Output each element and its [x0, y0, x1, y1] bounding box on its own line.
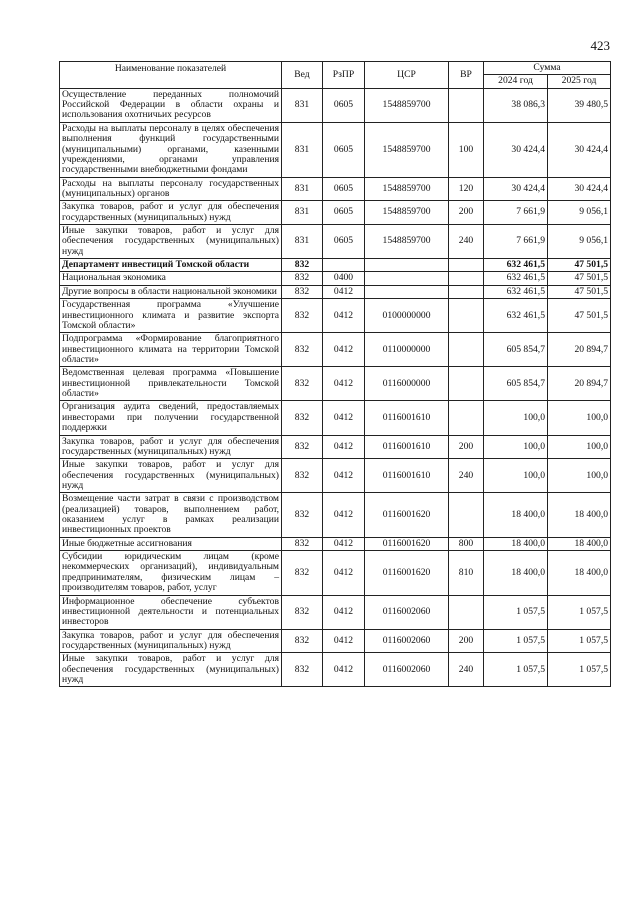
cell-rzpr: 0412	[323, 285, 365, 298]
cell-rzpr: 0412	[323, 459, 365, 493]
cell-name: Осуществление переданных полномочий Российской Федерации в области охраны и использования охотничьих ресурсов	[60, 88, 282, 122]
cell-rzpr: 0412	[323, 551, 365, 595]
cell-csr: 1548859700	[365, 88, 449, 122]
cell-csr: 0100000000	[365, 299, 449, 333]
cell-rzpr: 0605	[323, 201, 365, 225]
cell-csr: 1548859700	[365, 122, 449, 177]
cell-name: Иные закупки товаров, работ и услуг для обеспечения государственных (муниципальных) нужд	[60, 459, 282, 493]
table-row	[60, 653, 611, 687]
cell-sum-2024: 632 461,5	[484, 259, 548, 272]
cell-sum-2025: 47 501,5	[548, 285, 611, 298]
cell-csr: 0110000000	[365, 333, 449, 367]
cell-name: Иные закупки товаров, работ и услуг для обеспечения государственных (муниципальных) нужд	[60, 225, 282, 259]
cell-ved: 832	[282, 435, 323, 459]
table-header	[60, 62, 611, 89]
cell-vr: 800	[449, 537, 484, 550]
cell-ved: 832	[282, 653, 323, 687]
cell-vr	[449, 272, 484, 285]
table-row	[60, 459, 611, 493]
cell-sum-2025: 1 057,5	[548, 595, 611, 629]
cell-sum-2025: 100,0	[548, 459, 611, 493]
cell-sum-2024: 7 661,9	[484, 201, 548, 225]
table-row	[60, 401, 611, 435]
cell-sum-2024: 100,0	[484, 401, 548, 435]
cell-rzpr: 0400	[323, 272, 365, 285]
cell-sum-2025: 39 480,5	[548, 88, 611, 122]
cell-csr: 0116001610	[365, 435, 449, 459]
cell-sum-2025: 47 501,5	[548, 272, 611, 285]
cell-ved: 832	[282, 401, 323, 435]
table-row	[60, 595, 611, 629]
cell-name: Возмещение части затрат в связи с производством (реализацией) товаров, выполнением работ, оказанием услуг в рамках реализации инвестиционных проектов	[60, 493, 282, 537]
cell-rzpr: 0412	[323, 401, 365, 435]
cell-csr: 0116001610	[365, 459, 449, 493]
cell-name: Субсидии юридическим лицам (кроме некоммерческих организаций), индивидуальным предпринимателям, физическим лицам – производителям товаров, работ, услуг	[60, 551, 282, 595]
cell-csr	[365, 285, 449, 298]
header-rzpr: РзПР	[323, 62, 365, 89]
cell-vr: 120	[449, 177, 484, 201]
cell-ved: 832	[282, 367, 323, 401]
table-row	[60, 435, 611, 459]
cell-sum-2025: 30 424,4	[548, 177, 611, 201]
cell-sum-2025: 18 400,0	[548, 551, 611, 595]
cell-name: Другие вопросы в области национальной экономики	[60, 285, 282, 298]
table-row	[60, 177, 611, 201]
cell-ved: 832	[282, 551, 323, 595]
cell-vr	[449, 299, 484, 333]
table-row	[60, 259, 611, 272]
cell-ved: 832	[282, 333, 323, 367]
cell-sum-2024: 632 461,5	[484, 285, 548, 298]
cell-rzpr	[323, 259, 365, 272]
cell-csr: 0116002060	[365, 653, 449, 687]
cell-sum-2024: 7 661,9	[484, 225, 548, 259]
cell-csr: 1548859700	[365, 225, 449, 259]
cell-vr	[449, 401, 484, 435]
cell-csr: 1548859700	[365, 177, 449, 201]
cell-sum-2024: 30 424,4	[484, 177, 548, 201]
cell-ved: 832	[282, 272, 323, 285]
table-row	[60, 367, 611, 401]
cell-csr: 0116001610	[365, 401, 449, 435]
cell-sum-2025: 9 056,1	[548, 225, 611, 259]
cell-name: Ведомственная целевая программа «Повышение инвестиционной привлекательности Томской области»	[60, 367, 282, 401]
cell-rzpr: 0412	[323, 653, 365, 687]
cell-vr: 240	[449, 653, 484, 687]
cell-csr: 0116001620	[365, 493, 449, 537]
cell-sum-2025: 100,0	[548, 401, 611, 435]
cell-name: Подпрограмма «Формирование благоприятного инвестиционного климата на территории Томской области»	[60, 333, 282, 367]
header-ved: Вед	[282, 62, 323, 89]
cell-sum-2024: 100,0	[484, 435, 548, 459]
cell-csr: 0116001620	[365, 551, 449, 595]
table-row	[60, 551, 611, 595]
cell-name: Иные закупки товаров, работ и услуг для обеспечения государственных (муниципальных) нужд	[60, 653, 282, 687]
cell-csr: 1548859700	[365, 201, 449, 225]
cell-name: Расходы на выплаты персоналу государственных (муниципальных) органов	[60, 177, 282, 201]
cell-sum-2024: 605 854,7	[484, 333, 548, 367]
cell-csr	[365, 272, 449, 285]
header-sum: Сумма	[484, 62, 611, 75]
cell-ved: 832	[282, 459, 323, 493]
cell-csr: 0116000000	[365, 367, 449, 401]
cell-ved: 832	[282, 259, 323, 272]
cell-ved: 831	[282, 177, 323, 201]
cell-vr: 200	[449, 629, 484, 653]
cell-rzpr: 0605	[323, 88, 365, 122]
cell-rzpr: 0412	[323, 595, 365, 629]
cell-sum-2024: 632 461,5	[484, 299, 548, 333]
cell-ved: 832	[282, 595, 323, 629]
cell-rzpr: 0412	[323, 367, 365, 401]
table-row	[60, 272, 611, 285]
cell-sum-2024: 30 424,4	[484, 122, 548, 177]
header-name: Наименование показателей	[60, 62, 282, 89]
cell-sum-2025: 20 894,7	[548, 367, 611, 401]
cell-rzpr: 0605	[323, 122, 365, 177]
cell-vr: 100	[449, 122, 484, 177]
page-number: 423	[590, 38, 610, 53]
table-row	[60, 88, 611, 122]
cell-name: Закупка товаров, работ и услуг для обеспечения государственных (муниципальных) нужд	[60, 201, 282, 225]
cell-rzpr: 0412	[323, 299, 365, 333]
header-csr: ЦСР	[365, 62, 449, 89]
cell-ved: 831	[282, 88, 323, 122]
cell-vr	[449, 259, 484, 272]
cell-ved: 831	[282, 122, 323, 177]
cell-vr: 200	[449, 201, 484, 225]
cell-sum-2024: 100,0	[484, 459, 548, 493]
cell-sum-2025: 30 424,4	[548, 122, 611, 177]
cell-name: Национальная экономика	[60, 272, 282, 285]
table-row	[60, 333, 611, 367]
cell-rzpr: 0605	[323, 177, 365, 201]
cell-rzpr: 0412	[323, 333, 365, 367]
cell-rzpr: 0412	[323, 629, 365, 653]
cell-vr	[449, 595, 484, 629]
cell-sum-2024: 605 854,7	[484, 367, 548, 401]
cell-name: Департамент инвестиций Томской области	[60, 259, 282, 272]
cell-sum-2024: 1 057,5	[484, 595, 548, 629]
cell-ved: 832	[282, 629, 323, 653]
cell-name: Расходы на выплаты персоналу в целях обеспечения выполнения функций государственными (муниципальными) органами, казенными учреждениями, органами управления государственными внебюджетными фондами	[60, 122, 282, 177]
cell-vr	[449, 333, 484, 367]
table-body	[60, 88, 611, 687]
cell-sum-2024: 1 057,5	[484, 653, 548, 687]
cell-rzpr: 0412	[323, 493, 365, 537]
header-year-2024: 2024 год	[484, 75, 548, 88]
table-row	[60, 122, 611, 177]
cell-name: Иные бюджетные ассигнования	[60, 537, 282, 550]
cell-rzpr: 0605	[323, 225, 365, 259]
cell-sum-2025: 1 057,5	[548, 653, 611, 687]
cell-sum-2024: 18 400,0	[484, 493, 548, 537]
cell-csr: 0116002060	[365, 595, 449, 629]
cell-sum-2024: 18 400,0	[484, 537, 548, 550]
cell-csr: 0116001620	[365, 537, 449, 550]
cell-sum-2025: 1 057,5	[548, 629, 611, 653]
cell-ved: 832	[282, 537, 323, 550]
table-row	[60, 201, 611, 225]
cell-vr: 200	[449, 435, 484, 459]
cell-sum-2025: 18 400,0	[548, 493, 611, 537]
cell-vr	[449, 88, 484, 122]
table-row	[60, 225, 611, 259]
header-vr: ВР	[449, 62, 484, 89]
cell-sum-2025: 9 056,1	[548, 201, 611, 225]
cell-name: Организация аудита сведений, предоставляемых инвесторами при получении государственной поддержки	[60, 401, 282, 435]
cell-vr: 240	[449, 459, 484, 493]
table-row	[60, 629, 611, 653]
cell-sum-2025: 100,0	[548, 435, 611, 459]
budget-table	[59, 61, 611, 687]
cell-ved: 832	[282, 285, 323, 298]
cell-sum-2025: 20 894,7	[548, 333, 611, 367]
cell-sum-2025: 18 400,0	[548, 537, 611, 550]
header-year-2025: 2025 год	[548, 75, 611, 88]
cell-name: Государственная программа «Улучшение инвестиционного климата и развитие экспорта Томской области»	[60, 299, 282, 333]
cell-sum-2024: 18 400,0	[484, 551, 548, 595]
cell-vr	[449, 367, 484, 401]
cell-ved: 832	[282, 299, 323, 333]
cell-vr	[449, 493, 484, 537]
cell-sum-2025: 47 501,5	[548, 259, 611, 272]
cell-name: Закупка товаров, работ и услуг для обеспечения государственных (муниципальных) нужд	[60, 435, 282, 459]
cell-name: Информационное обеспечение субъектов инвестиционной деятельности и потенциальных инвесторов	[60, 595, 282, 629]
cell-vr	[449, 285, 484, 298]
cell-ved: 831	[282, 225, 323, 259]
cell-rzpr: 0412	[323, 435, 365, 459]
cell-ved: 831	[282, 201, 323, 225]
table-row	[60, 299, 611, 333]
cell-sum-2024: 1 057,5	[484, 629, 548, 653]
cell-rzpr: 0412	[323, 537, 365, 550]
cell-sum-2024: 632 461,5	[484, 272, 548, 285]
cell-ved: 832	[282, 493, 323, 537]
cell-sum-2025: 47 501,5	[548, 299, 611, 333]
cell-csr: 0116002060	[365, 629, 449, 653]
cell-name: Закупка товаров, работ и услуг для обеспечения государственных (муниципальных) нужд	[60, 629, 282, 653]
table-row	[60, 285, 611, 298]
cell-sum-2024: 38 086,3	[484, 88, 548, 122]
table-row	[60, 537, 611, 550]
cell-vr: 810	[449, 551, 484, 595]
cell-csr	[365, 259, 449, 272]
table-row	[60, 493, 611, 537]
cell-vr: 240	[449, 225, 484, 259]
